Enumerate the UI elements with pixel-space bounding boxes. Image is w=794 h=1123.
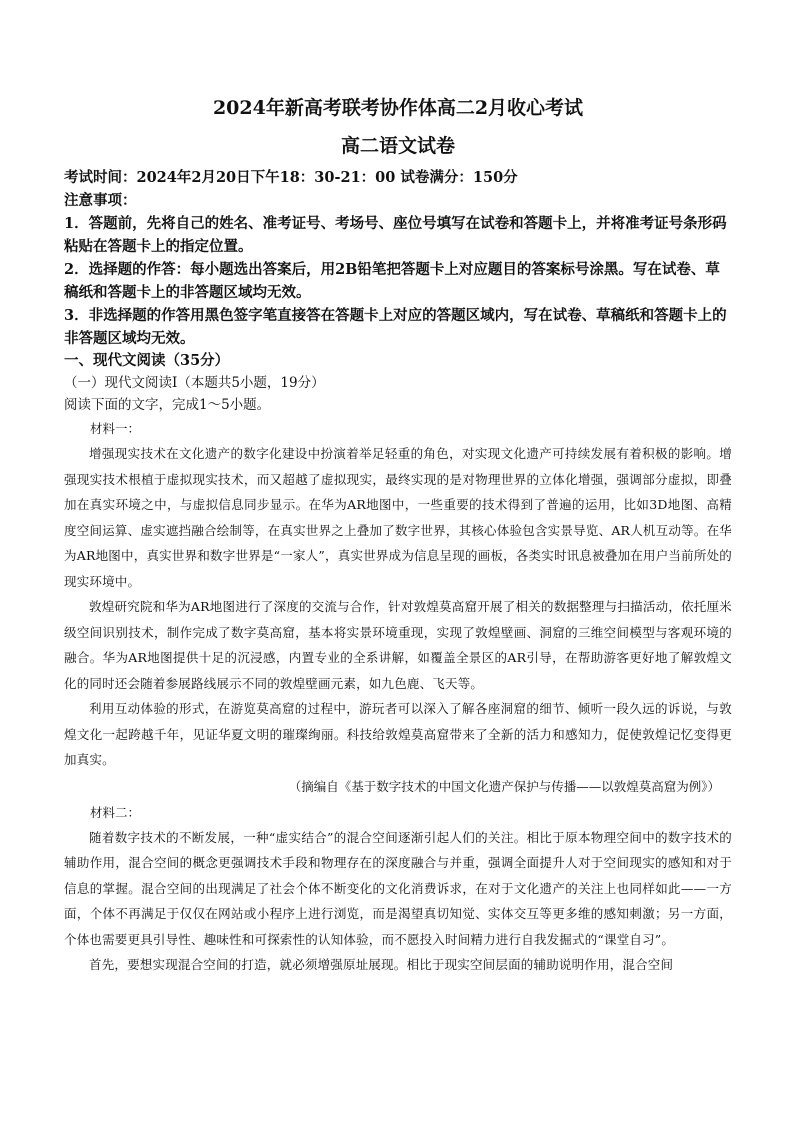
material-one-paragraph: 利用互动体验的形式，在游览莫高窟的过程中，游玩者可以深入了解各座洞窟的细节、倾听一段久远的诉说，与敦煌文化一起跨越千年，见证华夏文明的璀璨绚丽。科技给敦煌莫高窟带来了全新的活力和感知力，促使敦煌记忆变得更加真实。 (64, 701, 732, 767)
material-one-label: 材料一： (90, 421, 141, 436)
material-two-paragraph: 随着数字技术的不断发展，一种“虚实结合”的混合空间逐渐引起人们的关注。相比于原本物理空间中的数字技术的辅助作用，混合空间的概念更强调技术手段和物理存在的深度融合与并重，强调全面提升人对于空间现实的感知和对于信息的掌握。混合空间的出现满足了社会个体不断变化的文化消费诉求，在对于文化遗产的关注上也同样如此——一方面，个体不再满足于仅仅在网站或小程序上进行浏览，而是渴望真切知觉、实体交互等更多维的感知刺激；另一方面，个体也需要更具引导性、趣味性和可探索性的认知体验，而不愿投入时间精力进行自我发掘式的“课堂自习”。 (64, 829, 732, 947)
paper-subtitle: 高二语文试卷 (340, 135, 455, 157)
sub-section-title: （一）现代文阅读Ⅰ（本题共5小题，19分） (64, 375, 325, 391)
section-title: 一、现代文阅读（35分） (64, 352, 230, 369)
note-item: 2．选择题的作答：每小题选出答案后，用2B铅笔把答题卡上对应题目的答案标号涂黑。写在试卷、草稿纸和答题卡上的非答题区域均无效。 (64, 261, 720, 301)
material-one-paragraph: 敦煌研究院和华为AR地图进行了深度的交流与合作，针对敦煌莫高窟开展了相关的数据整理与扫描活动，依托厘米级空间识别技术，制作完成了数字莫高窟，基本将实景环境重现，实现了敦煌壁画、洞窟的三维空间模型与客观环境的融合。华为AR地图提供十足的沉浸感，内置专业的全系讲解，如覆盖全景区的AR引导，在帮助游客更好地了解敦煌文化的同时还会随着参展路线展示不同的敦煌壁画元素，如九色鹿、飞天等。 (64, 599, 732, 691)
material-two-label: 材料二： (90, 804, 141, 820)
notes-heading: 注意事项： (64, 192, 137, 209)
exam-info: 考试时间：2024年2月20日下午18：30-21：00 试卷满分：150分 (64, 169, 518, 186)
exam-page (64, 94, 732, 978)
reading-instruction: 阅读下面的文字，完成1～5小题。 (64, 397, 271, 413)
material-one-paragraph: 增强现实技术在文化遗产的数字化建设中扮演着举足轻重的角色，对实现文化遗产可持续发展有着积极的影响。增强现实技术根植于虚拟现实技术，而又超越了虚拟现实，最终实现的是对物理世界的立体化增强，强调部分虚拟，即叠加在真实环境之中，与虚拟信息同步显示。在华为AR地图中，一些重要的技术得到了普遍的运用，比如3D地图、高精度空间运算、虚实遮挡融合绘制等，在真实世界之上叠加了数字世界，其核心体验包含实景导览、AR人机互动等。在华为AR地图中，真实世界和数字世界是“一家人”，真实世界成为信息呈现的画板，各类实时讯息被叠加在用户当前所处的现实环境中。 (64, 446, 732, 589)
exam-title: 2024年新高考联考协作体高二2月收心考试 (212, 97, 584, 119)
note-item: 1．答题前，先将自己的姓名、准考证号、考场号、座位号填写在试卷和答题卡上，并将准考证号条形码粘贴在答题卡上的指定位置。 (64, 215, 727, 255)
note-item: 3．非选择题的作答用黑色签字笔直接答在答题卡上对应的答题区域内，写在试卷、草稿纸和答题卡上的非答题区域均无效。 (64, 307, 727, 347)
material-two-paragraph: 首先，要想实现混合空间的打造，就必须增强原址展现。相比于现实空间层面的辅助说明作用，混合空间 (89, 957, 674, 972)
material-one-source: （摘编自《基于数字技术的中国文化遗产保护与传播——以敦煌莫高窟为例》） (288, 778, 720, 794)
